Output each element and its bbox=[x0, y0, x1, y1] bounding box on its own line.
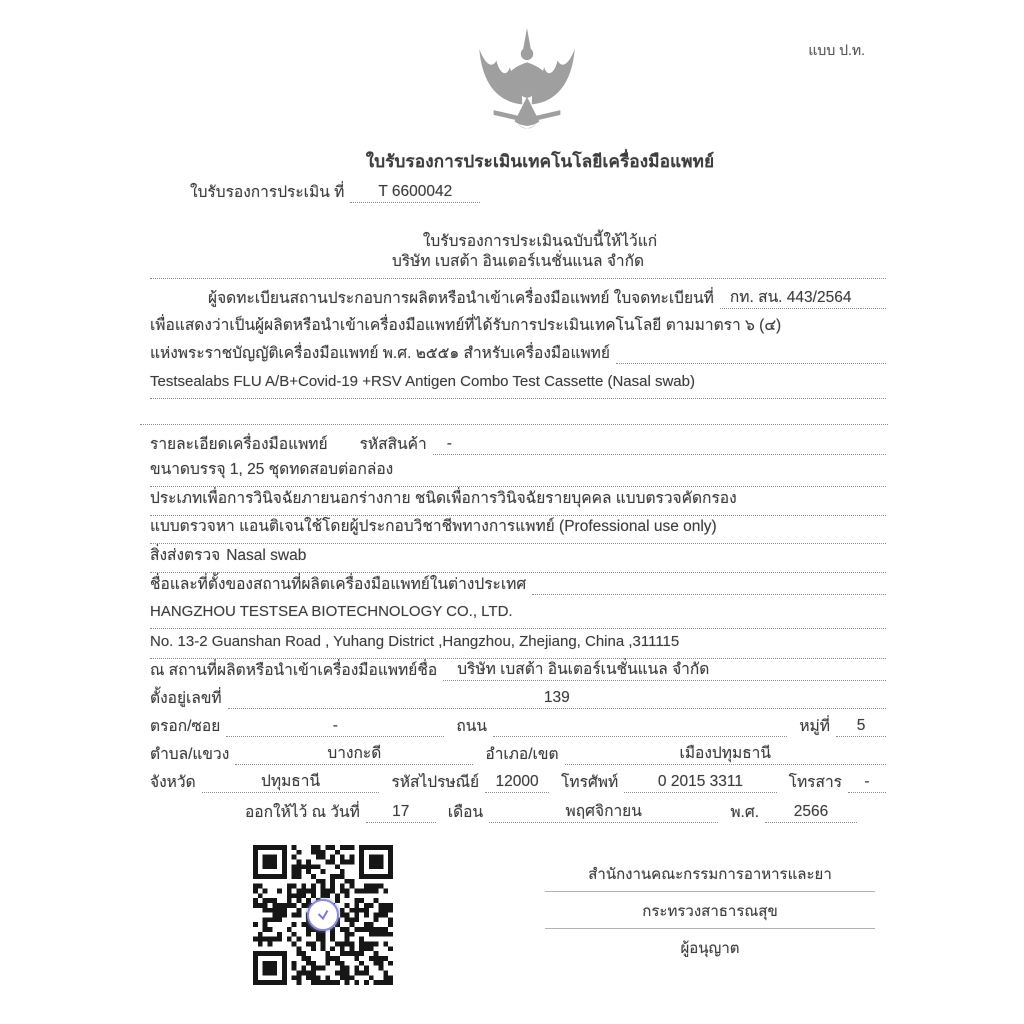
manufacturer-address-row bbox=[150, 632, 886, 659]
issuing-agency: สำนักงานคณะกรรมการอาหารและยา bbox=[545, 862, 875, 892]
act-line: แห่งพระราชบัญญัติเครื่องมือแพทย์ พ.ศ. ๒๕๕๑ สำหรับเครื่องมือแพทย์ bbox=[150, 345, 610, 362]
company-row bbox=[150, 252, 886, 279]
registrant-label: ผู้จดทะเบียนสถานประกอบการผลิตหรือนำเข้าเครื่องมือแพทย์ ใบจดทะเบียนที่ bbox=[208, 290, 714, 307]
address-number-row bbox=[150, 688, 886, 709]
authorizer-label: ผู้อนุญาต bbox=[680, 940, 740, 957]
ministry-name: กระทรวงสาธารณสุข bbox=[545, 899, 875, 929]
form-code: แบบ ป.ท. bbox=[808, 42, 865, 58]
local-site-row bbox=[150, 660, 886, 681]
signature-block bbox=[545, 862, 875, 960]
manufacturer-name-row bbox=[150, 602, 886, 629]
address-number-label: ตั้งอยู่เลขที่ bbox=[150, 690, 222, 707]
subdistrict-label: ตำบล/แขวง bbox=[150, 746, 230, 763]
qr-center-logo-icon bbox=[307, 899, 339, 931]
manufacturer-name: HANGZHOU TESTSEA BIOTECHNOLOGY CO., LTD. bbox=[150, 603, 513, 620]
specimen-row bbox=[150, 546, 886, 573]
province-value: ปทุมธานี bbox=[202, 772, 380, 793]
device-name: Testsealabs FLU A/B+Covid-19 +RSV Antigen Combo Test Cassette (Nasal swab) bbox=[150, 373, 695, 390]
details-label: รายละเอียดเครื่องมือแพทย์ bbox=[150, 436, 328, 453]
issue-year: 2566 bbox=[765, 802, 857, 823]
act-row bbox=[150, 344, 886, 364]
soi-label: ตรอก/ซอย bbox=[150, 718, 221, 735]
soi-value: - bbox=[226, 716, 444, 737]
cert-number-value: T 6600042 bbox=[350, 182, 480, 203]
given-to-line: ใบรับรองการประเมินฉบับนี้ให้ไว้แก่ bbox=[422, 233, 658, 250]
issue-day: 17 bbox=[366, 802, 436, 823]
road-label: ถนน bbox=[456, 718, 487, 735]
specimen-label: สิ่งส่งตรวจ bbox=[150, 547, 221, 564]
category-row bbox=[150, 489, 886, 516]
district-label: อำเภอ/เขต bbox=[485, 746, 559, 763]
province-label: จังหวัด bbox=[150, 774, 196, 791]
purpose-line: เพื่อแสดงว่าเป็นผู้ผลิตหรือนำเข้าเครื่องมือแพทย์ที่ได้รับการประเมินเทคโนโลยี ตามมาตรา ๖ (๔) bbox=[150, 317, 782, 334]
foreign-manufacturer-heading: ชื่อและที่ตั้งของสถานที่ผลิตเครื่องมือแพทย์ในต่างประเทศ bbox=[150, 576, 527, 593]
packaging-row bbox=[150, 460, 886, 487]
page-title: ใบรับรองการประเมินเทคโนโลยีเครื่องมือแพทย์ bbox=[365, 152, 715, 171]
registration-number: กท. สน. 443/2564 bbox=[720, 288, 862, 309]
phone-label: โทรศัพท์ bbox=[561, 774, 619, 791]
product-code-value: - bbox=[433, 434, 886, 455]
manufacturer-address: No. 13-2 Guanshan Road , Yuhang District ,Hangzhou, Zhejiang, China ,311115 bbox=[150, 633, 680, 650]
test-type-row bbox=[150, 517, 886, 544]
category-text: ประเภทเพื่อการวินิจฉัยภายนอกร่างกาย ชนิดเพื่อการวินิจฉัยรายบุคคล แบบตรวจคัดกรอง bbox=[150, 490, 737, 507]
device-name-row bbox=[150, 372, 886, 399]
garuda-emblem-icon bbox=[465, 26, 589, 136]
cert-number-label: ใบรับรองการประเมิน ที่ bbox=[190, 184, 345, 201]
subdistrict-district-row bbox=[150, 744, 886, 765]
dotted-divider bbox=[140, 424, 888, 425]
month-label: เดือน bbox=[447, 804, 484, 821]
qr-code bbox=[253, 845, 393, 985]
province-postcode-phone-row bbox=[150, 772, 886, 793]
local-site-value: บริษัท เบสต้า อินเตอร์เนชั่นแนล จำกัด bbox=[443, 660, 886, 681]
soi-road-moo-row bbox=[150, 716, 886, 737]
company-name: บริษัท เบสต้า อินเตอร์เนชั่นแนล จำกัด bbox=[391, 253, 645, 270]
registrant-row bbox=[150, 288, 886, 309]
phone-value: 0 2015 3311 bbox=[624, 772, 776, 793]
test-type-text: แบบตรวจหา แอนติเจนใช้โดยผู้ประกอบวิชาชีพทางการแพทย์ (Professional use only) bbox=[150, 518, 717, 535]
dotted-line bbox=[532, 575, 886, 595]
device-details-row bbox=[150, 434, 886, 455]
issue-date-prefix: ออกให้ไว้ ณ วันที่ bbox=[245, 804, 360, 821]
fax-value: - bbox=[848, 772, 886, 793]
cert-number-row bbox=[190, 182, 480, 203]
local-site-label: ณ สถานที่ผลิตหรือนำเข้าเครื่องมือแพทย์ชื่อ bbox=[150, 662, 438, 679]
moo-value: 5 bbox=[836, 716, 886, 737]
era-label: พ.ศ. bbox=[730, 804, 759, 821]
address-number-value: 139 bbox=[228, 688, 886, 709]
postcode-label: รหัสไปรษณีย์ bbox=[391, 774, 480, 791]
dotted-line bbox=[861, 288, 886, 309]
fax-label: โทรสาร bbox=[788, 774, 842, 791]
issue-month: พฤศจิกายน bbox=[489, 802, 718, 823]
postcode-value: 12000 bbox=[485, 772, 549, 793]
subdistrict-value: บางกะดี bbox=[235, 744, 473, 765]
foreign-manufacturer-heading-row bbox=[150, 575, 886, 595]
dotted-line bbox=[616, 344, 886, 364]
product-code-label: รหัสสินค้า bbox=[359, 436, 427, 453]
road-value bbox=[493, 736, 787, 737]
packaging-text: ขนาดบรรจุ 1, 25 ชุดทดสอบต่อกล่อง bbox=[150, 461, 394, 478]
moo-label: หมู่ที่ bbox=[799, 718, 830, 735]
issue-date-row bbox=[245, 802, 857, 823]
specimen-value: Nasal swab bbox=[226, 547, 307, 564]
district-value: เมืองปทุมธานี bbox=[565, 744, 886, 765]
